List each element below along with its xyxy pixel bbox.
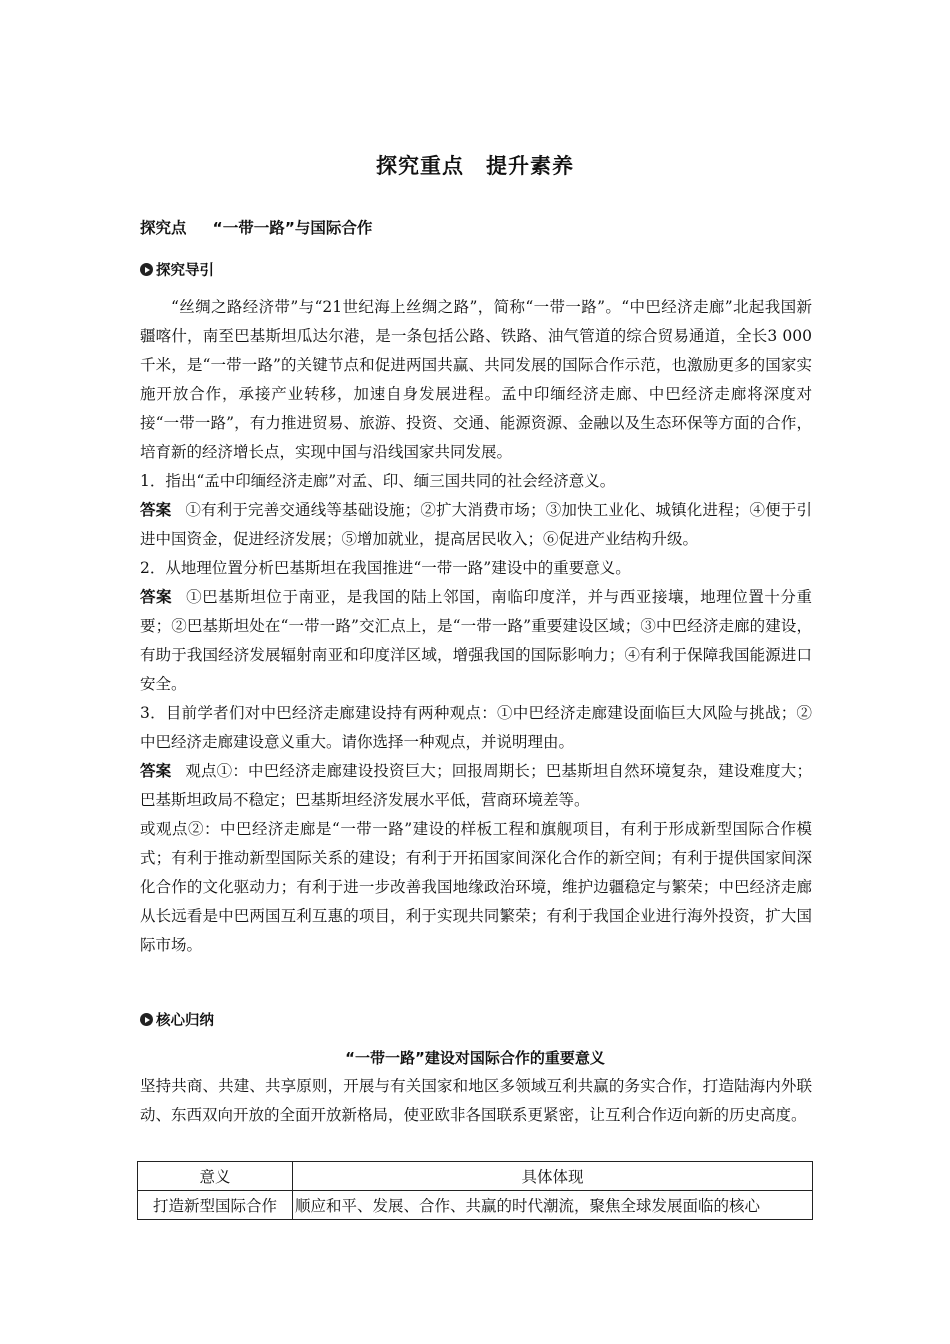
topic-text: “一带一路”与国际合作 [212, 219, 373, 237]
answer-1 [140, 496, 812, 554]
play-circle-icon [140, 263, 153, 276]
core-body [140, 1072, 812, 1130]
answer-label: 答案 [140, 762, 172, 780]
table-header-row [138, 1162, 813, 1191]
intro-paragraph: “丝绸之路经济带”与“21世纪海上丝绸之路”，简称“一带一路”。“中巴经济走廊”北起我国新疆喀什，南至巴基斯坦瓜达尔港，是一条包括公路、铁路、油气管道的综合贸易通道，全长3 000千米，是“一带一路”的关键节点和促进两国共赢、共同发展的国际合作示范，也激励更多的国家实施开放合作，承接产业转移，加速自身发展进程。孟中印缅经济走廊、中巴经济走廊将深度对接“一带一路”，有力推进贸易、旅游、投资、交通、能源资源、金融以及生态环保等方面的合作，培育新的经济增长点，实现中国与沿线国家共同发展。 [140, 298, 812, 461]
topic-label: 探究点 [140, 219, 187, 237]
core-paragraph: 坚持共商、共建、共享原则，开展与有关国家和地区多领域互利共赢的务实合作，打造陆海内外联动、东西双向开放的全面开放新格局，使亚欧非各国联系更紧密，让互利合作迈向新的历史高度。 [140, 1077, 812, 1124]
table-header-cell: 具体体现 [293, 1162, 813, 1191]
section-core-heading [140, 1009, 214, 1030]
section-core-label: 核心归纳 [156, 1013, 214, 1029]
core-title: “一带一路”建设对国际合作的重要意义 [345, 1049, 605, 1067]
table-header-cell: 意义 [138, 1162, 293, 1191]
question-3: 3．目前学者们对中巴经济走廊建设持有两种观点：①中巴经济走廊建设面临巨大风险与挑战；②中巴经济走廊建设意义重大。请你选择一种观点，并说明理由。 [140, 704, 812, 751]
question-1: 1．指出“孟中印缅经济走廊”对孟、印、缅三国共同的社会经济意义。 [140, 472, 616, 490]
answer-1-text: ①有利于完善交通线等基础设施；②扩大消费市场；③加快工业化、城镇化进程；④便于引进中国资金，促进经济发展；⑤增加就业，提高居民收入；⑥促进产业结构升级。 [140, 501, 812, 548]
answer-label: 答案 [140, 501, 172, 519]
answer-3-alt: 或观点②：中巴经济走廊是“一带一路”建设的样板工程和旗舰项目，有利于形成新型国际合作模式；有利于推动新型国际关系的建设；有利于开拓国家间深化合作的新空间；有利于提供国家间深化合作的文化驱动力；有利于进一步改善我国地缘政治环境，维护边疆稳定与繁荣；中巴经济走廊从长远看是中巴两国互利互惠的项目，利于实现共同繁荣；有利于我国企业进行海外投资，扩大国际市场。 [140, 820, 812, 954]
answer-2 [140, 583, 812, 699]
answer-3 [140, 757, 812, 815]
page-title: 探究重点 提升素养 [376, 154, 574, 178]
section-guide-label: 探究导引 [156, 263, 214, 279]
guide-body [140, 293, 812, 960]
answer-label: 答案 [140, 588, 173, 606]
question-2: 2．从地理位置分析巴基斯坦在我国推进“一带一路”建设中的重要意义。 [140, 559, 631, 577]
answer-3-text: 观点①：中巴经济走廊建设投资巨大；回报周期长；巴基斯坦自然环境复杂，建设难度大；巴基斯坦政局不稳定；巴基斯坦经济发展水平低，营商环境差等。 [140, 762, 812, 809]
section-guide-heading [140, 259, 214, 280]
answer-2-text: ①巴基斯坦位于南亚，是我国的陆上邻国，南临印度洋，并与西亚接壤，地理位置十分重要；②巴基斯坦处在“一带一路”交汇点上，是“一带一路”重要建设区域；③中巴经济走廊的建设，有助于我国经济发展辐射南亚和印度洋区域，增强我国的国际影响力；④有利于保障我国能源进口安全。 [140, 588, 812, 693]
table-cell: 顺应和平、发展、合作、共赢的时代潮流，聚焦全球发展面临的核心 [293, 1191, 813, 1220]
significance-table [137, 1161, 813, 1220]
table-row [138, 1191, 813, 1220]
play-circle-icon [140, 1013, 153, 1026]
topic-heading [140, 216, 372, 238]
table-cell: 打造新型国际合作 [138, 1191, 293, 1220]
